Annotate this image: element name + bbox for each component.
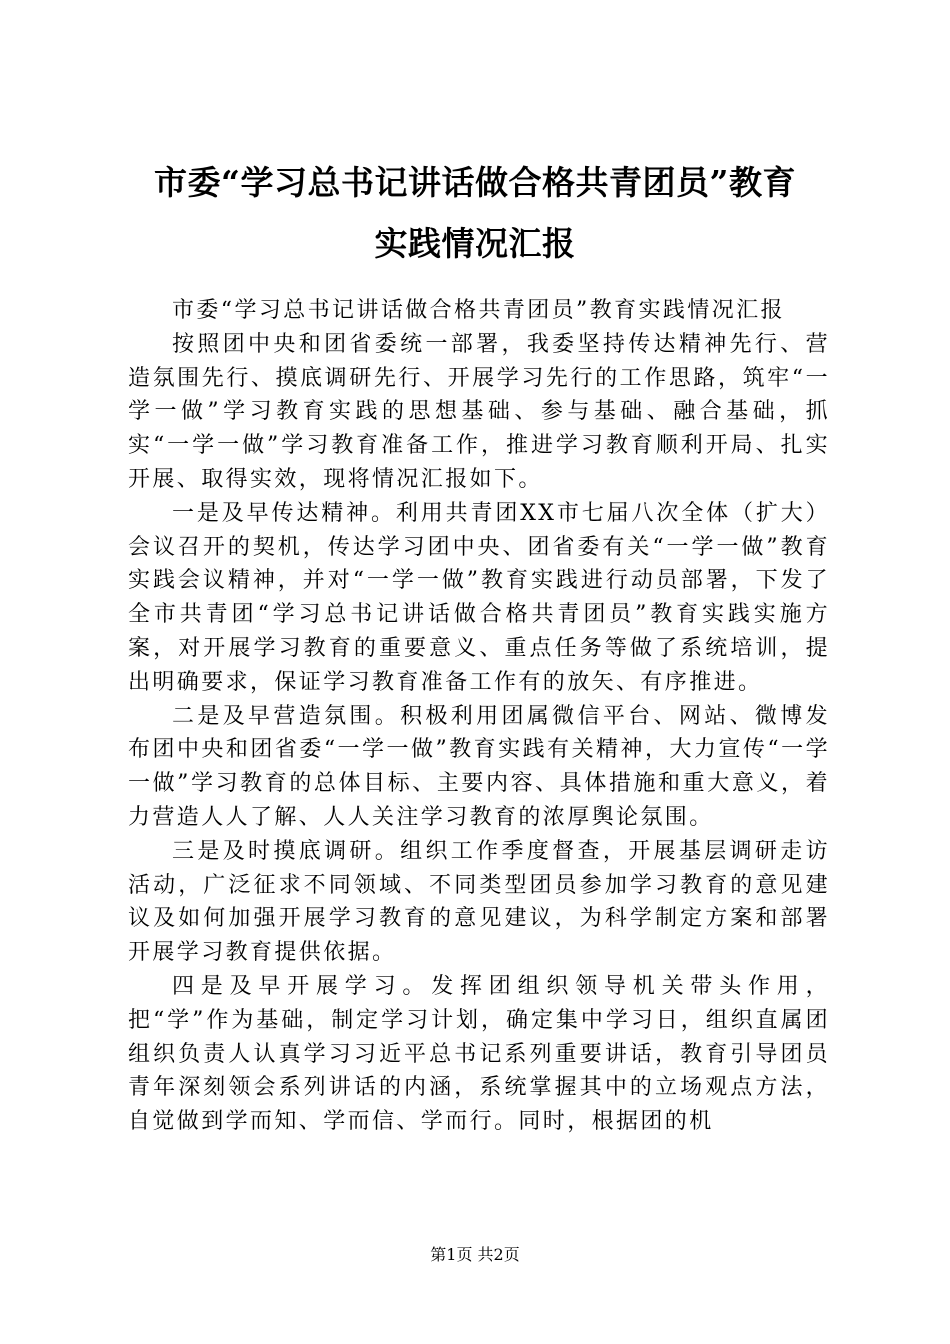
body-paragraph: 一是及早传达精神。利用共青团XX市七届八次全体（扩大）会议召开的契机，传达学习团中央、团省委有关“一学一做”教育实践会议精神，并对“一学一做”教育实践进行动员部署，下发了全市共青团“学习总书记讲话做合格共青团员”教育实践实施方案，对开展学习教育的重要意义、重点任务等做了系统培训，提出明确要求，保证学习教育准备工作有的放矢、有序推进。 [128,500,830,695]
body-paragraph: 三是及时摸底调研。组织工作季度督查，开展基层调研走访活动，广泛征求不同领域、不同类型团员参加学习教育的意见建议及如何加强开展学习教育的意见建议，为科学制定方案和部署开展学习教育提供依据。 [128,838,830,966]
body-paragraph: 四是及早开展学习。发挥团组织领导机关带头作用，把“学”作为基础，制定学习计划，确定集中学习日，组织直属团组织负责人认真学习习近平总书记系列重要讲话，教育引导团员青年深刻领会系列讲话的内涵，系统掌握其中的立场观点方法，自觉做到学而知、学而信、学而行。同时，根据团的机 [128,973,830,1135]
page-number-footer: 第1页 共2页 [430,1245,520,1264]
body-paragraph: 按照团中央和团省委统一部署，我委坚持传达精神先行、营造氛围先行、摸底调研先行、开展学习先行的工作思路，筑牢“一学一做”学习教育实践的思想基础、参与基础、融合基础，抓实“一学一做”学习教育准备工作，推进学习教育顺利开局、扎实开展、取得实效，现将情况汇报如下。 [128,331,830,492]
document-title-line-2: 实践情况汇报 [374,224,576,263]
document-body [128,294,830,1139]
body-paragraph: 市委“学习总书记讲话做合格共青团员”教育实践情况汇报 [172,298,785,323]
document-title-line-1: 市委“学习总书记讲话做合格共青团员”教育 [154,163,796,202]
body-paragraph: 二是及早营造氛围。积极利用团属微信平台、网站、微博发布团中央和团省委“一学一做”教育实践有关精神，大力宣传“一学一做”学习教育的总体目标、主要内容、具体措施和重大意义，着力营造人人了解、人人关注学习教育的浓厚舆论氛围。 [128,703,830,830]
